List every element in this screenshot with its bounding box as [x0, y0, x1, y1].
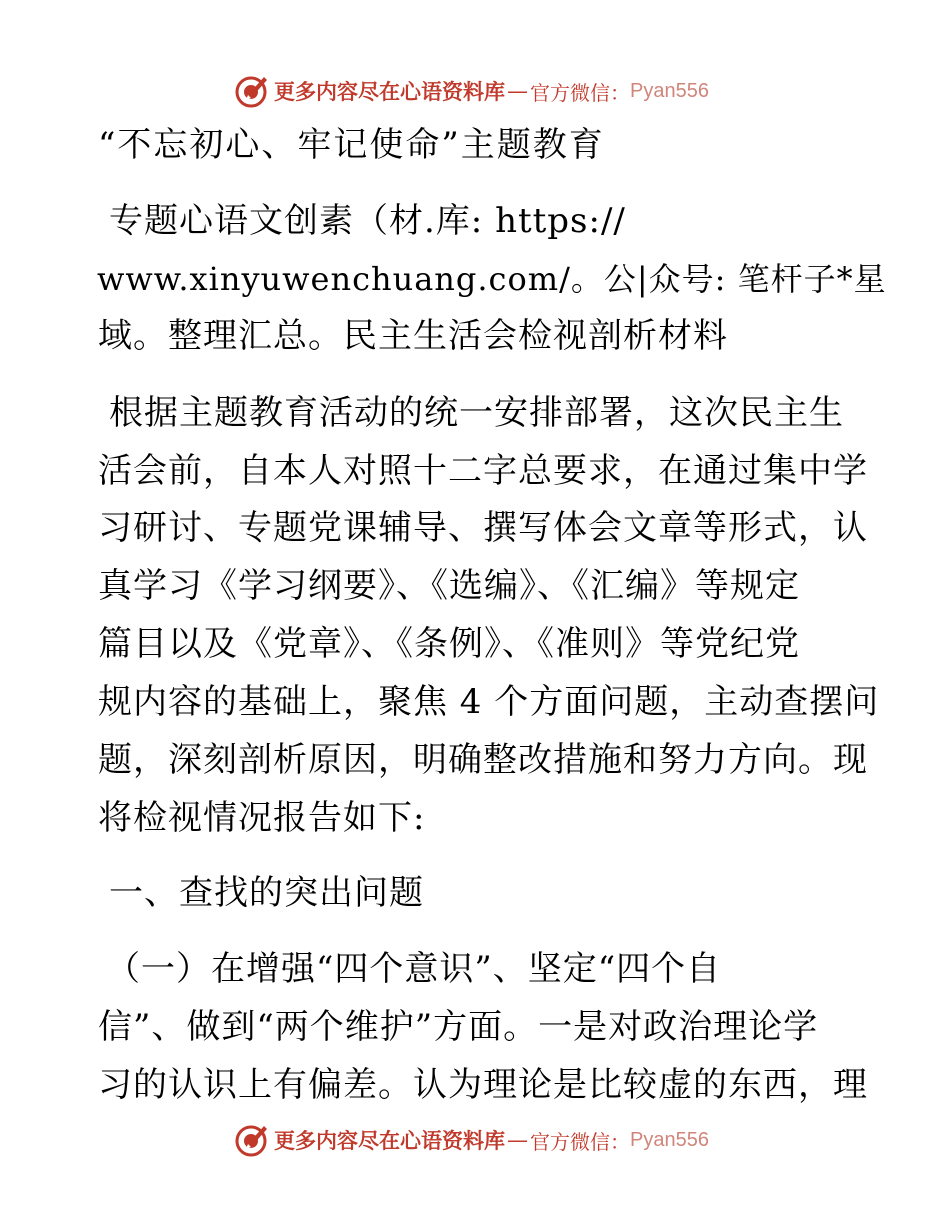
watermark-dash: — — [507, 1128, 528, 1152]
paragraph-line: 规内容的基础上，聚焦 4 个方面问题，主动查摆问 — [98, 682, 880, 722]
paragraph-line: 活会前，自本人对照十二字总要求，在通过集中学 — [98, 451, 868, 491]
watermark-wechat-label: 官方微信： — [530, 1129, 630, 1154]
watermark-main-text: 更多内容尽在心语资料库 — [274, 80, 505, 104]
subsection-heading: （一）在增强“四个意识”、坚定“四个自 — [106, 949, 722, 989]
paragraph-line: 题，深刻剖析原因，明确整改措施和努力方向。现 — [98, 740, 868, 780]
document-title: “不忘初心、牢记使命”主题教育 — [98, 125, 605, 165]
paragraph-line: 信”、做到“两个维护”方面。一是对政治理论学 — [98, 1007, 819, 1047]
text-line: 专题心语文创素（材.库: https:// — [109, 201, 626, 241]
watermark-wechat-label: 官方微信： — [530, 80, 630, 105]
watermark-dash: — — [507, 79, 528, 103]
paragraph-line: 习研讨、专题党课辅导、撰写体会文章等形式，认 — [98, 508, 868, 548]
watermark-banner-top — [234, 72, 714, 110]
watermark-main-text: 更多内容尽在心语资料库 — [274, 1129, 505, 1153]
section-heading: 一、查找的突出问题 — [109, 873, 424, 913]
watermark-wechat-id: Pyan556 — [630, 79, 709, 102]
text-line: 域。整理汇总。民主生活会检视剖析材料 — [98, 316, 728, 356]
paragraph-line: 习的认识上有偏差。认为理论是比较虚的东西，理 — [98, 1065, 868, 1105]
pen-logo-icon — [234, 73, 270, 109]
paragraph-line: 真学习《学习纲要》、《选编》、《汇编》等规定 — [98, 566, 800, 606]
watermark-wechat-id: Pyan556 — [630, 1128, 709, 1151]
text-line: www.xinyuwenchuang.com/。公|众号: 笔杆子*星 — [97, 260, 887, 298]
paragraph-line: 篇目以及《党章》、《条例》、《准则》等党纪党 — [98, 624, 800, 664]
paragraph-line: 根据主题教育活动的统一安排部署，这次民主生 — [109, 393, 844, 433]
watermark-banner-bottom — [234, 1121, 714, 1159]
paragraph-line: 将检视情况报告如下: — [98, 798, 426, 838]
pen-logo-icon — [234, 1122, 270, 1158]
